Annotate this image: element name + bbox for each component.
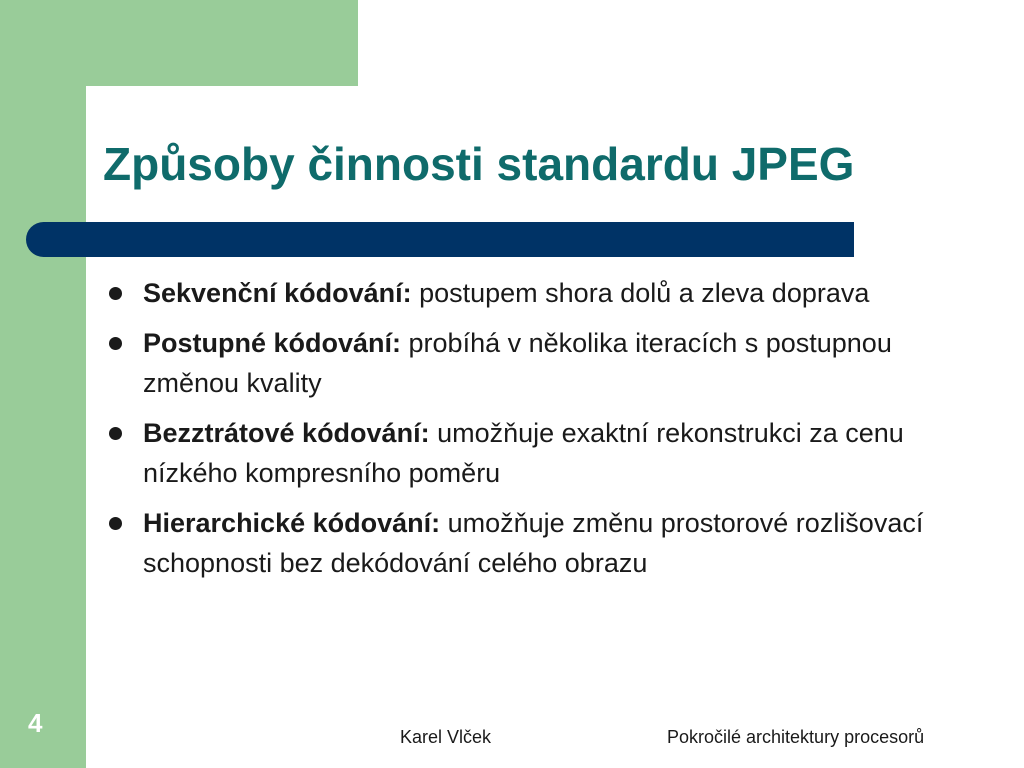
list-item: [108, 503, 938, 583]
list-item: [108, 273, 938, 313]
bullet-term: Bezztrátové kódování:: [143, 418, 430, 448]
bullet-icon: [109, 517, 122, 530]
bullet-text: umožňuje exaktní rekonstrukci za cenu nízkého kompresního poměru: [143, 418, 904, 488]
bullet-icon: [109, 337, 122, 350]
list-item: [108, 413, 938, 493]
bullet-text: postupem shora dolů a zleva doprava: [411, 278, 870, 308]
bullet-icon: [109, 287, 122, 300]
slide-number: 4: [28, 708, 43, 738]
side-decoration: [0, 0, 86, 768]
bullet-list: [108, 273, 938, 593]
footer-course: Pokročilé architektury procesorů: [667, 727, 925, 747]
bullet-term: Sekvenční kódování:: [143, 278, 412, 308]
bullet-text: probíhá v několika iteracích s postupnou změnou kvality: [143, 328, 892, 398]
title-underline-bar: [26, 222, 854, 257]
bullet-icon: [109, 427, 122, 440]
list-item: [108, 323, 938, 403]
bullet-term: Hierarchické kódování:: [143, 508, 441, 538]
slide-title: Způsoby činnosti standardu JPEG: [103, 138, 855, 190]
corner-decoration: [0, 0, 358, 86]
footer-author: Karel Vlček: [400, 727, 492, 747]
bullet-term: Postupné kódování:: [143, 328, 402, 358]
bullet-text: umožňuje změnu prostorové rozlišovací schopnosti bez dekódování celého obrazu: [143, 508, 924, 578]
